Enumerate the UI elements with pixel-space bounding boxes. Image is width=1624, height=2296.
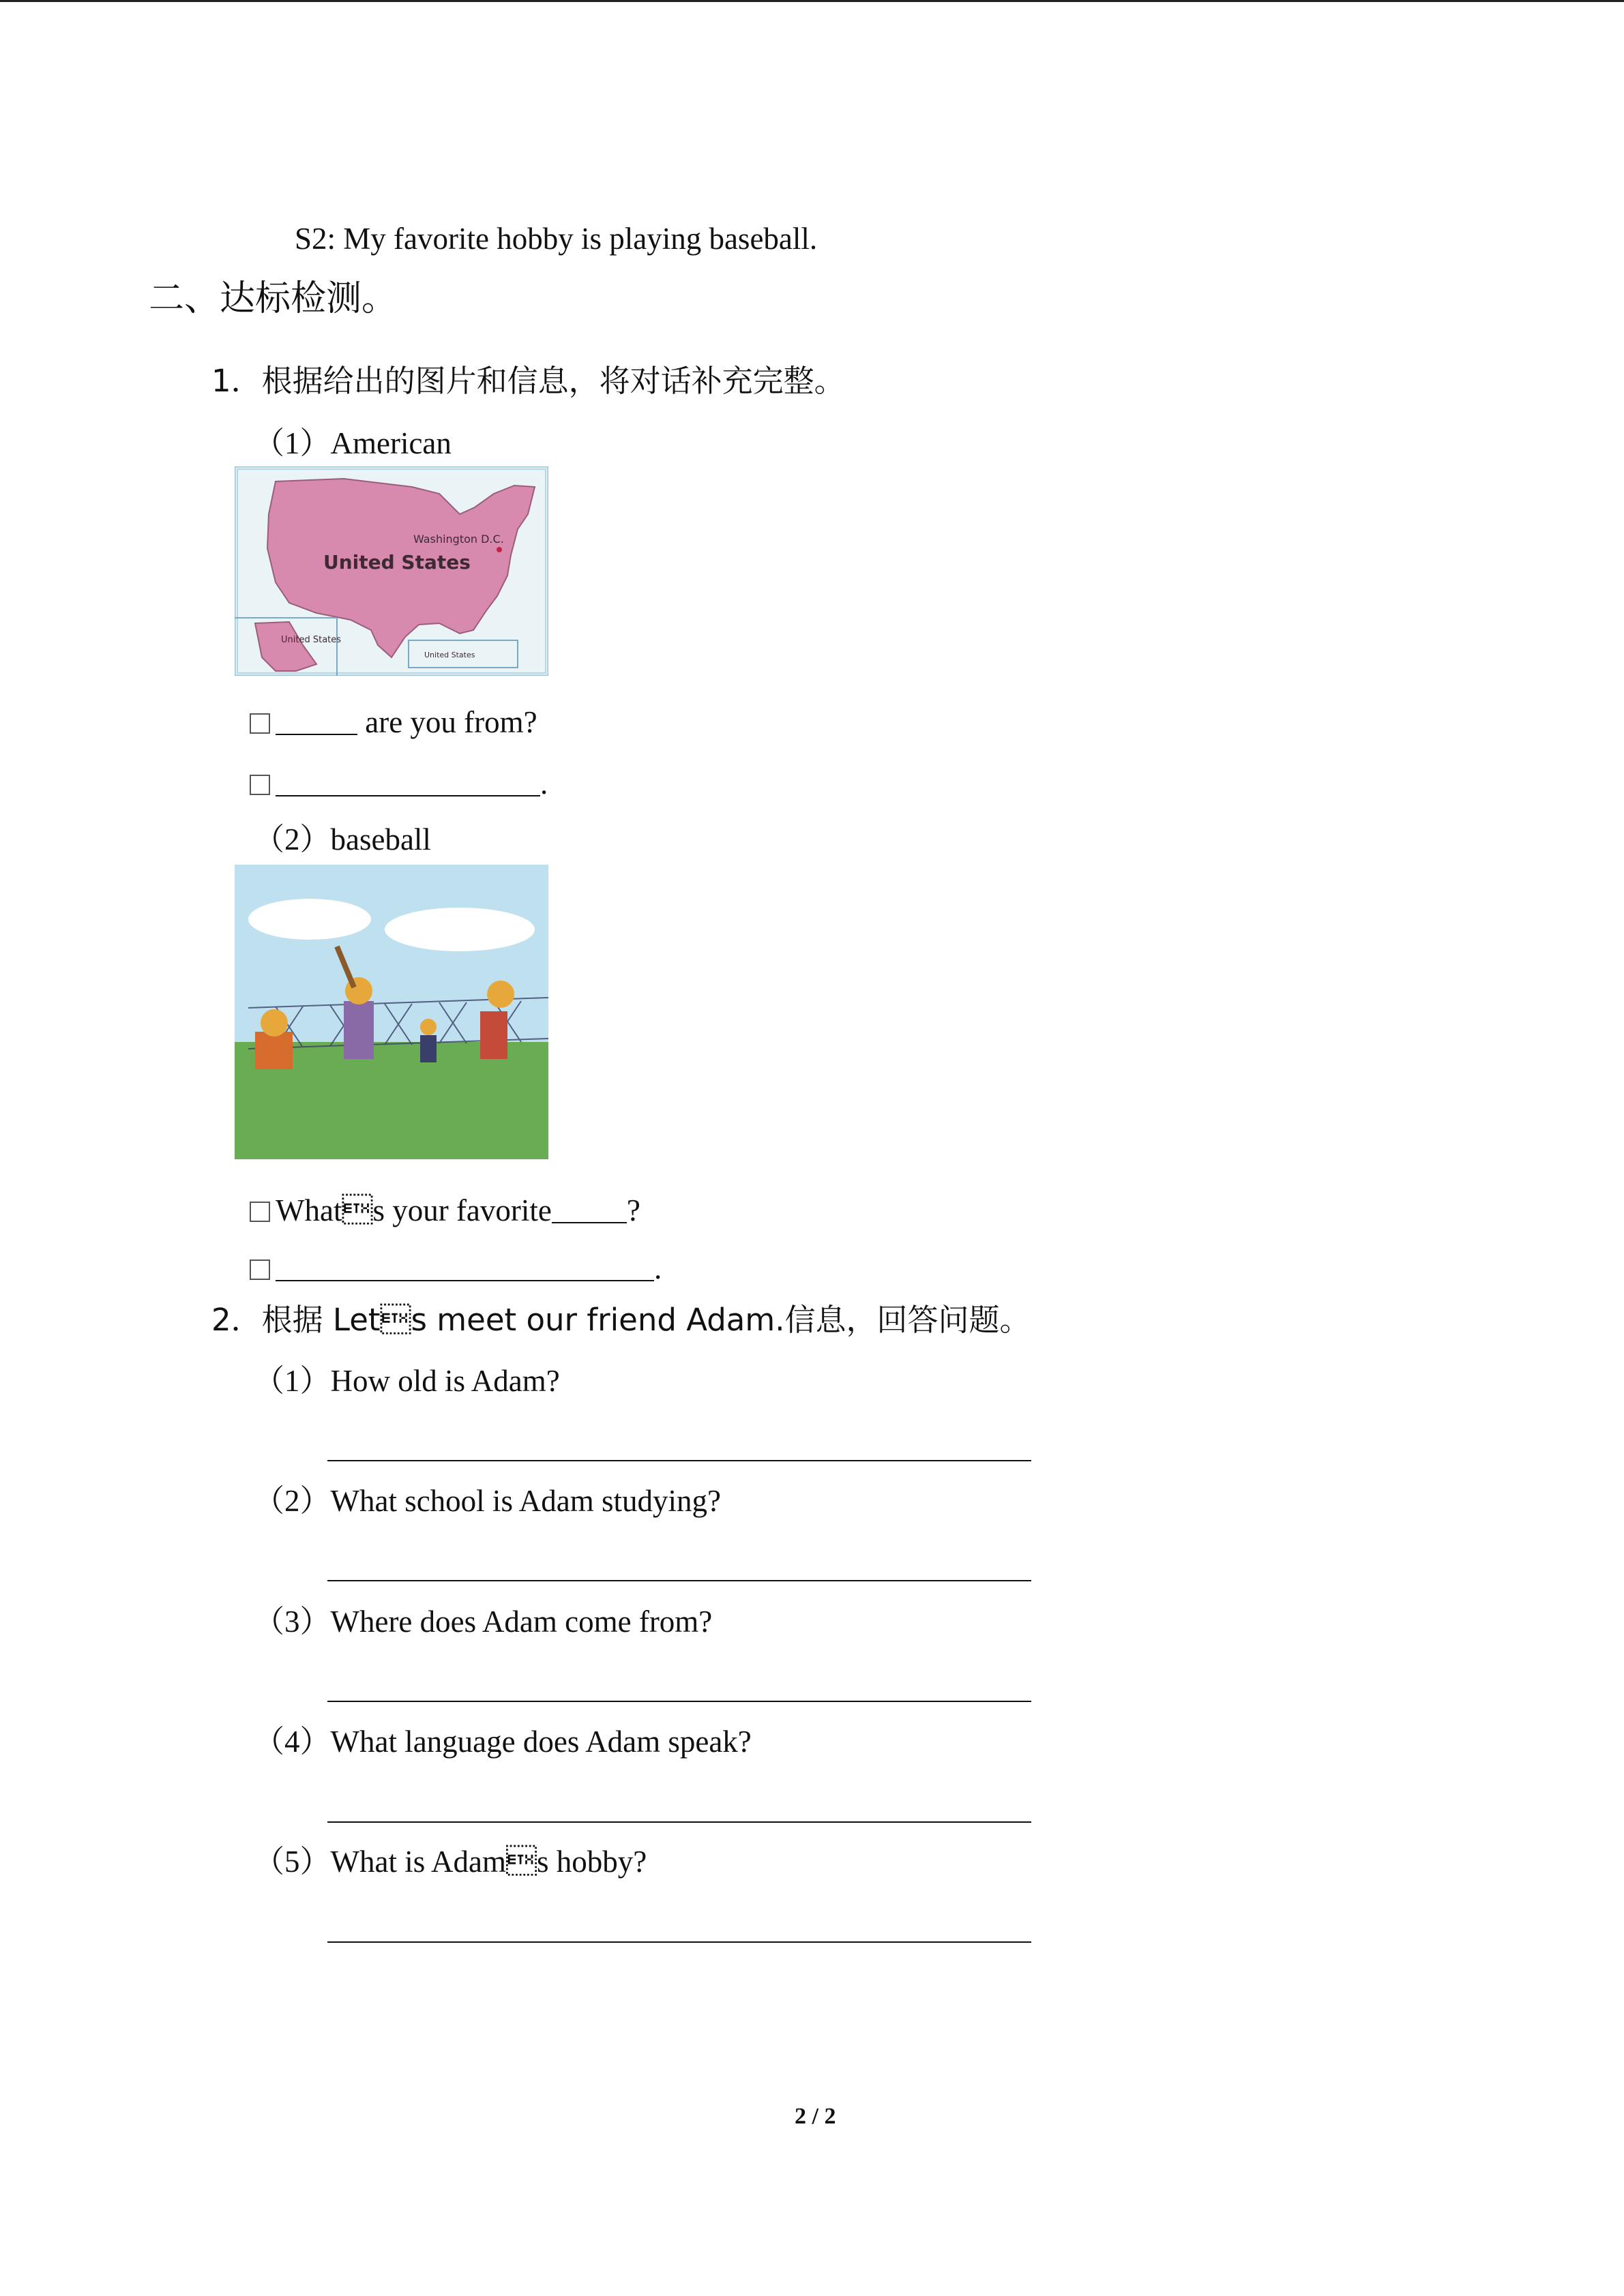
- answer-line[interactable]: [327, 1821, 1031, 1823]
- dialogue-line-1-text: are you from?: [365, 705, 537, 739]
- section-2-title: 二、达标检测。: [149, 278, 398, 319]
- question-1-part-1-label: （1）American: [254, 426, 452, 460]
- top-border: [0, 0, 1624, 2]
- answer-line[interactable]: [327, 1941, 1031, 1943]
- answer-line[interactable]: [327, 1580, 1031, 1581]
- map-inset-alaska-label: United States: [281, 635, 342, 645]
- question-1-part-2-label: （2）baseball: [254, 822, 431, 856]
- dialogue-line-1: [250, 707, 537, 738]
- speaker-checkbox-1[interactable]: [250, 713, 270, 734]
- answer-blank-2[interactable]: [276, 795, 540, 796]
- dialogue-line-3: [250, 1195, 640, 1226]
- question-2-item: （2）What school is Adam studying?: [254, 1484, 721, 1518]
- page-number: 2 / 2: [795, 2104, 836, 2129]
- answer-line[interactable]: [327, 1701, 1031, 1702]
- question-1-instruction: 1．根据给出的图片和信息，将对话补充完整。: [211, 363, 845, 399]
- question-2-instruction: 2．根据 Lets meet our friend Adam.信息，回答问题。: [211, 1302, 1031, 1338]
- question-2-item: （4）What language does Adam speak?: [254, 1725, 752, 1759]
- map-inset-hawaii-label: United States: [424, 651, 475, 659]
- intro-dialogue-line: S2: My favorite hobby is playing baseball.: [295, 222, 818, 256]
- dialogue-line-3-end: ?: [626, 1193, 640, 1227]
- answer-blank-3[interactable]: [552, 1222, 627, 1223]
- question-2-item: （1）How old is Adam?: [254, 1364, 560, 1398]
- dialogue-line-4-end: .: [654, 1251, 662, 1285]
- dialogue-line-3-text: Whats your favorite: [276, 1193, 552, 1227]
- question-2-item: （3）Where does Adam come from?: [254, 1605, 713, 1639]
- dialogue-line-4: [250, 1253, 662, 1284]
- speaker-checkbox-3[interactable]: [250, 1202, 270, 1222]
- answer-line[interactable]: [327, 1460, 1031, 1461]
- answer-blank-1[interactable]: [276, 734, 357, 735]
- answer-blank-4[interactable]: [276, 1280, 654, 1281]
- dialogue-line-2-end: .: [540, 766, 548, 801]
- speaker-checkbox-2[interactable]: [250, 775, 270, 795]
- map-country-label: United States: [323, 551, 471, 573]
- baseball-players-image: [235, 865, 548, 1159]
- speaker-checkbox-4[interactable]: [250, 1259, 270, 1280]
- map-capital-label: Washington D.C.: [413, 533, 504, 546]
- dialogue-line-2: [250, 766, 548, 801]
- question-2-item: （5）What is Adams hobby?: [254, 1845, 647, 1879]
- usa-map-image: [235, 466, 548, 676]
